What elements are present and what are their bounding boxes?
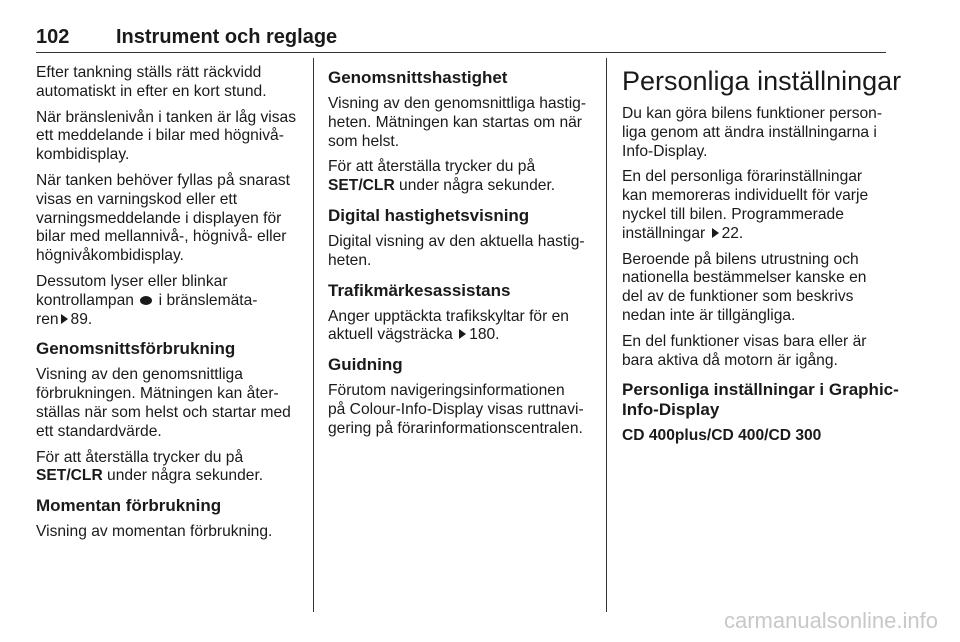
subsection-heading: CD 400plus/CD 400/CD 300 — [622, 427, 822, 445]
section-heading: Guidning — [328, 355, 403, 375]
paragraph: Digital visning av den aktuella hastig- heten. — [328, 232, 585, 269]
section-heading: Digital hastighetsvisning — [328, 205, 530, 225]
paragraph: Visning av den genomsnittliga förbrukningen. Mätningen kan åter- ställas när som helst och startar med ett standardvärde. — [36, 366, 291, 440]
page-reference[interactable]: 180. — [469, 326, 500, 344]
page-reference-arrow-icon — [459, 329, 466, 339]
watermark: carmanualsonline.info — [723, 608, 938, 633]
paragraph: Visning av den genomsnittliga hastig- heten. Mätningen kan startas om när som helst. — [328, 95, 587, 150]
paragraph: För att återställa trycker du på SET/CLR under några sekunder. — [36, 448, 264, 485]
section-heading: Genomsnittsförbrukning — [36, 339, 236, 359]
column-divider — [313, 58, 314, 612]
paragraph: Efter tankning ställs rätt räckvidd automatiskt in efter en kort stund. — [36, 64, 267, 100]
paragraph: Du kan göra bilens funktioner person- liga genom att ändra inställningarna i Info-Display. — [622, 105, 883, 160]
paragraph: Anger upptäckta trafikskyltar för en aktuell vägsträcka 180. — [328, 307, 569, 344]
page-reference-arrow-icon — [712, 228, 719, 238]
paragraph: Förutom navigeringsinformationen på Colour-Info-Display visas ruttnavi- gering på förarinformationscentralen. — [328, 382, 584, 437]
section-heading: Trafikmärkesassistans — [328, 280, 511, 300]
chapter-heading: Personliga inställningar — [622, 66, 902, 96]
paragraph: När bränslenivån i tanken är låg visas ett meddelande i bilar med högnivå- kombidisplay. — [36, 108, 297, 164]
page-reference[interactable]: 89. — [70, 310, 93, 328]
key-label: SET/CLR — [328, 177, 395, 195]
section-heading: Momentan förbrukning — [36, 496, 222, 516]
paragraph: Visning av momentan förbrukning. — [36, 523, 273, 541]
column-2 — [328, 64, 592, 446]
page-reference[interactable]: 22. — [721, 224, 744, 242]
page-header — [36, 26, 886, 53]
column-1 — [36, 64, 300, 549]
chapter-title: Instrument och reglage — [116, 26, 338, 48]
fuel-warning-icon — [140, 296, 152, 305]
paragraph: Dessutom lyser eller blinkar kontrollampan i bränslemäta- ren 89. — [36, 272, 258, 328]
paragraph: Beroende på bilens utrustning och nationella bestämmelser kanske en del av de funktioner som beskrivs nedan inte är tillgängliga. — [622, 250, 867, 324]
paragraph: En del funktioner visas bara eller är bara aktiva då motorn är igång. — [622, 332, 867, 369]
section-heading: Personliga inställningar i Graphic- Info-Display — [622, 380, 899, 420]
paragraph: En del personliga förarinställningar kan memoreras individuellt för varje nyckel till bilen. Programmerade inställningar 22. — [622, 168, 869, 242]
column-divider — [606, 58, 607, 612]
page-reference-arrow-icon — [61, 314, 68, 324]
key-label: SET/CLR — [36, 467, 103, 485]
column-3 — [622, 64, 902, 446]
paragraph: När tanken behöver fyllas på snarast visas en varningskod eller ett varningsmeddelande i displayen för bilar med mellannivå-, högnivå- eller högnivåkombidisplay. — [36, 171, 290, 265]
paragraph: För att återställa trycker du på SET/CLR under några sekunder. — [328, 158, 556, 195]
section-heading: Genomsnittshastighet — [328, 68, 508, 87]
page-number: 102 — [36, 26, 70, 48]
